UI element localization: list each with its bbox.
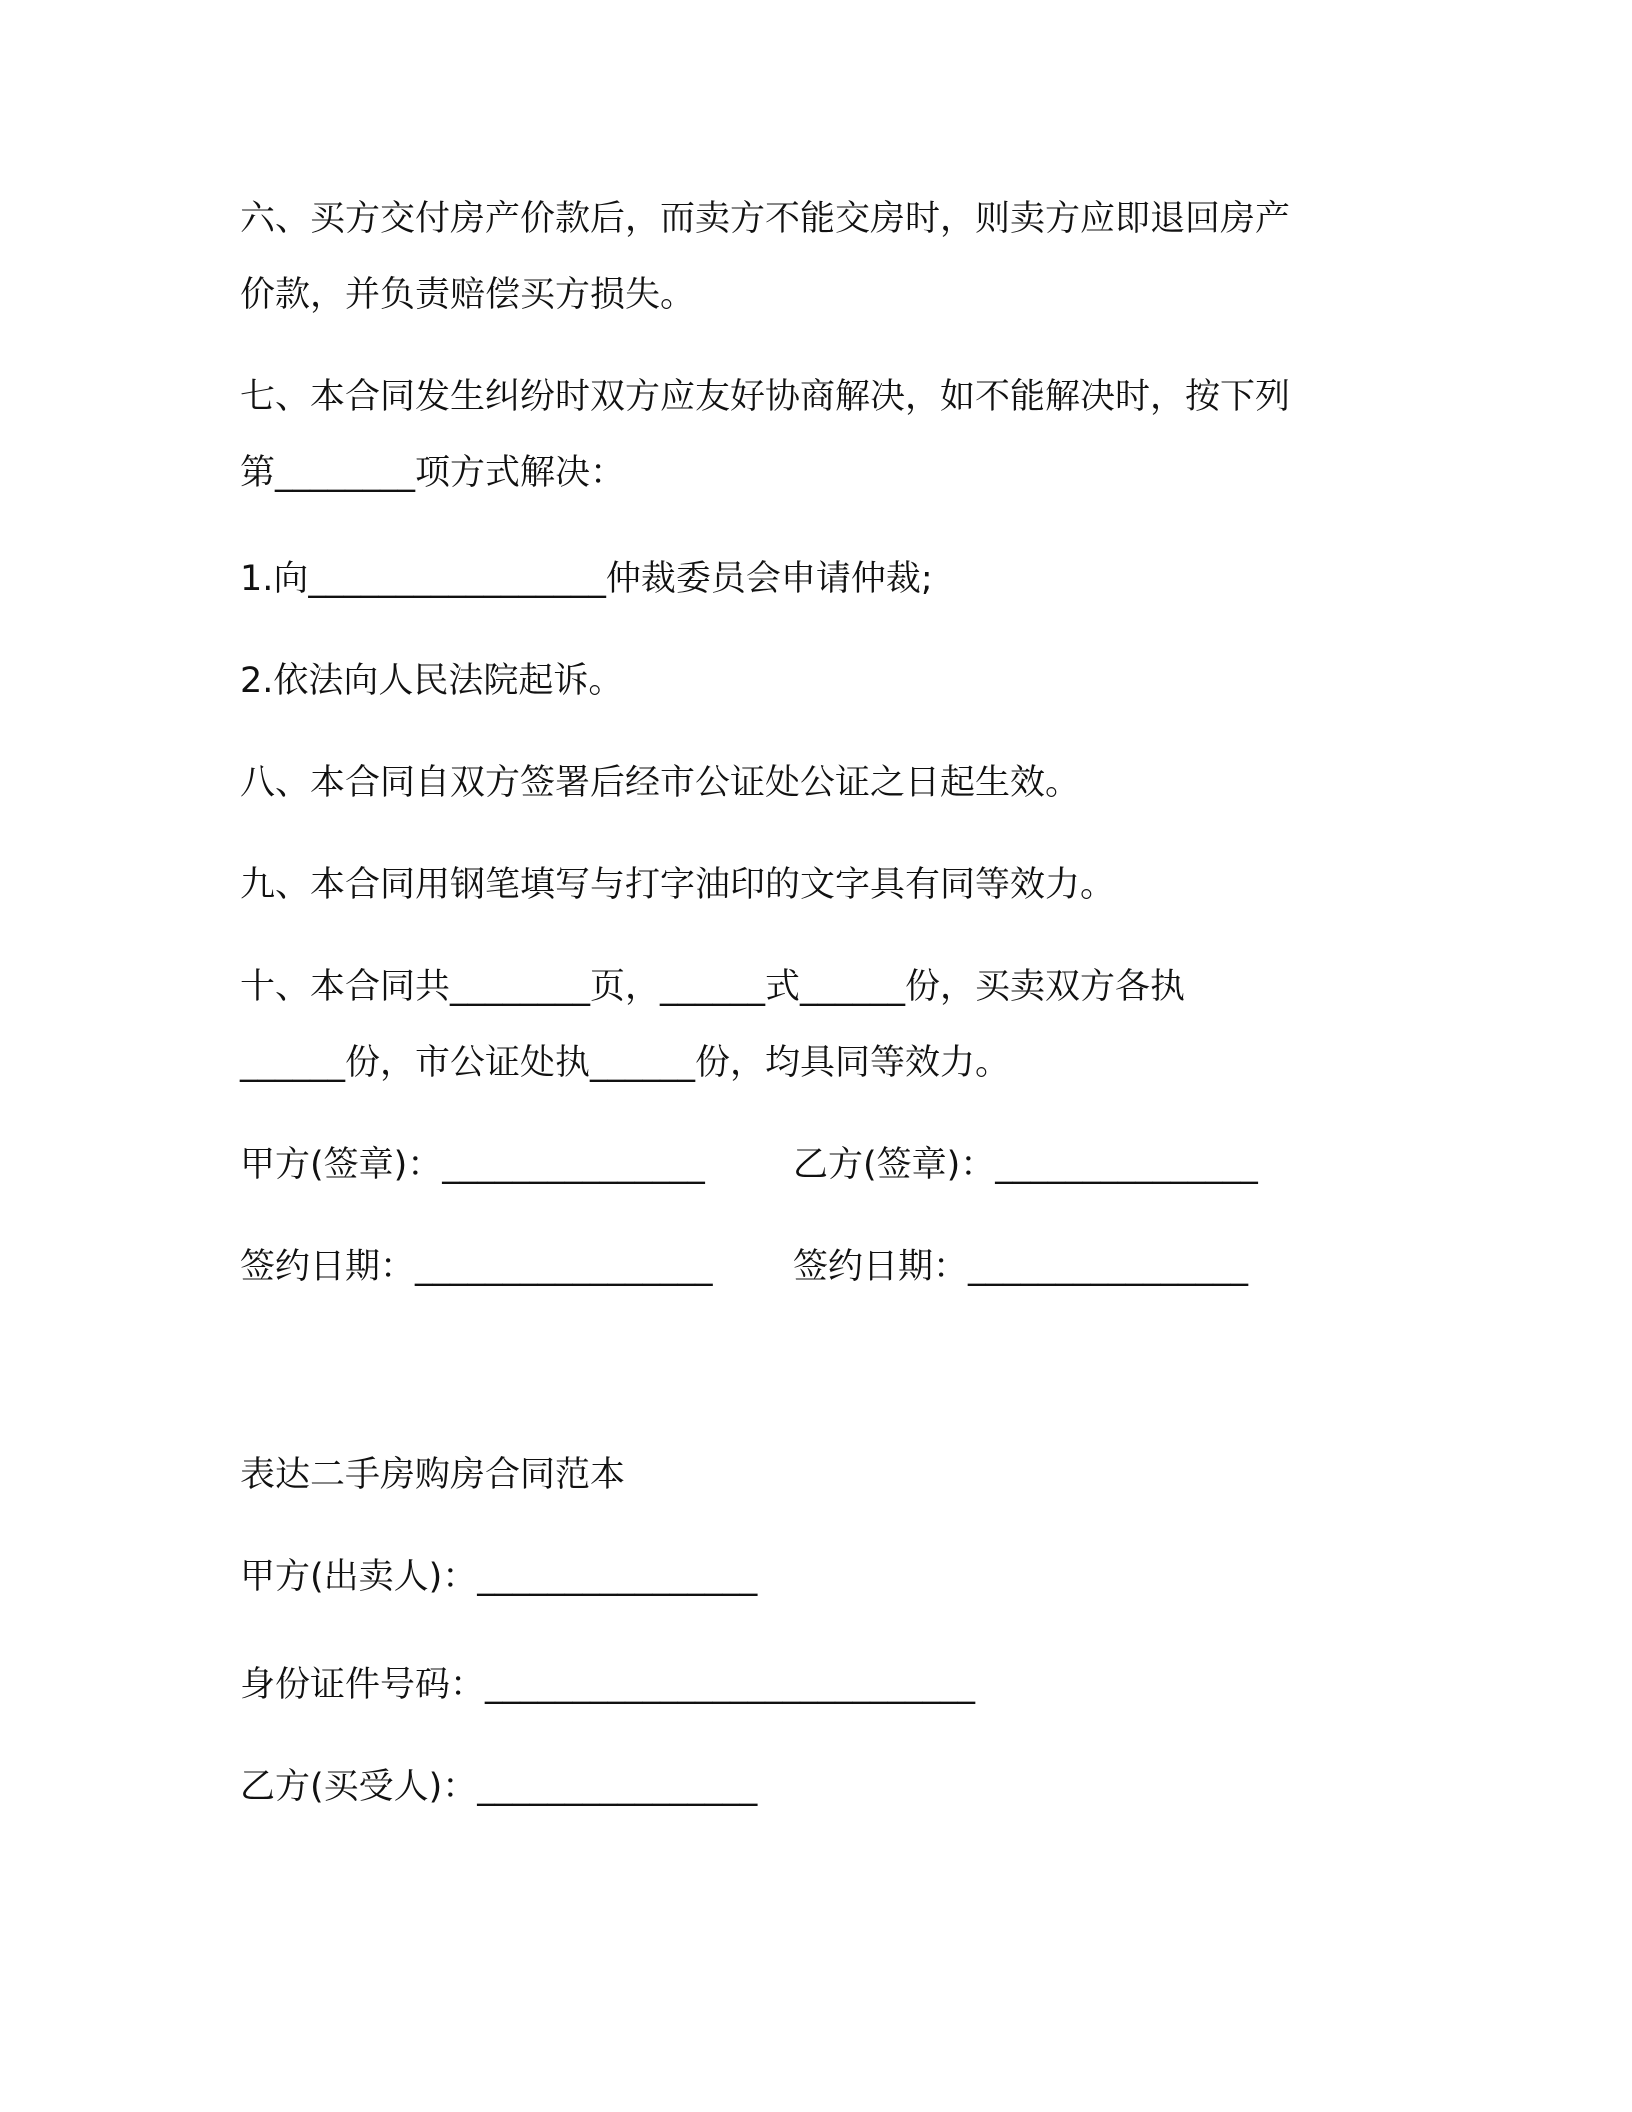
party-b-signature: 乙方(签章)：_______________ <box>793 1145 1258 1185</box>
signing-date-row <box>240 1245 1390 1289</box>
clause-8: 八、本合同自双方签署后经市公证处公证之日起生效。 <box>240 763 1081 803</box>
party-a-signing-date: 签约日期：_________________ <box>240 1247 713 1287</box>
party-b-signing-date: 签约日期：________________ <box>793 1247 1249 1287</box>
party-a-signature: 甲方(签章)：_______________ <box>240 1145 705 1185</box>
clause-7-line-2: 第________项方式解决： <box>240 453 626 493</box>
clause-6-line-2: 价款，并负责赔偿买方损失。 <box>240 275 696 315</box>
seller-field: 甲方(出卖人)：________________ <box>240 1557 758 1597</box>
buyer-field: 乙方(买受人)：________________ <box>240 1767 758 1807</box>
clause-6-line-1: 六、买方交付房产价款后，而卖方不能交房时，则卖方应即退回房产 <box>240 199 1291 239</box>
clause-7-option-2: 2.依法向人民法院起诉。 <box>240 661 624 701</box>
clause-10-line-1: 十、本合同共________页，______式______份，买卖双方各执 <box>240 967 1186 1007</box>
signature-row <box>240 1143 1390 1187</box>
second-contract-title: 表达二手房购房合同范本 <box>240 1455 626 1495</box>
clause-9: 九、本合同用钢笔填写与打字油印的文字具有同等效力。 <box>240 865 1116 905</box>
clause-7-line-1: 七、本合同发生纠纷时双方应友好协商解决，如不能解决时，按下列 <box>240 377 1291 417</box>
clause-7-option-1: 1.向_________________仲裁委员会申请仲裁; <box>240 559 933 599</box>
id-number-field: 身份证件号码：____________________________ <box>240 1665 976 1705</box>
clause-10-line-2: ______份，市公证处执______份，均具同等效力。 <box>240 1043 1011 1083</box>
